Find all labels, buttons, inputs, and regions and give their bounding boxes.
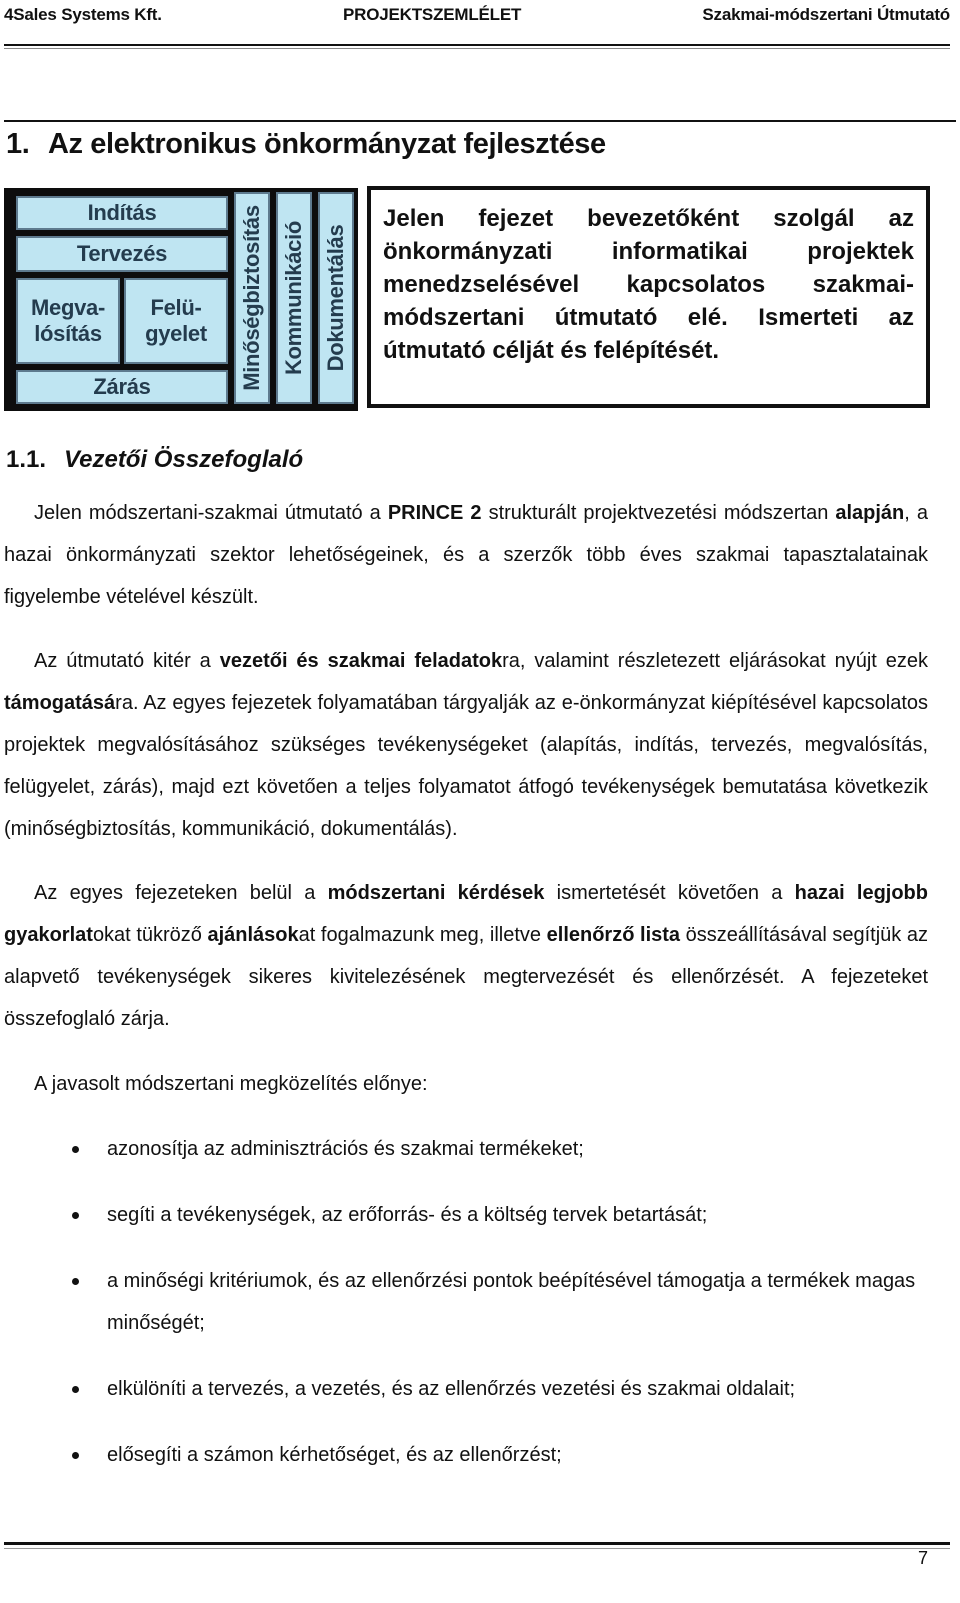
phase-inditas: Indítás	[16, 196, 228, 230]
bullet-icon	[72, 1278, 79, 1285]
phase-tervezes: Tervezés	[16, 236, 228, 272]
chapter-heading	[6, 128, 606, 161]
bullet-icon	[72, 1386, 79, 1393]
phase-zaras: Zárás	[16, 370, 228, 404]
list-item: elősegíti a számon kérhetőséget, és az ellenőrzést;	[4, 1434, 928, 1476]
paragraph-2: Az útmutató kitér a vezetői és szakmai feladatokra, valamint részletezett eljárásokat nyújt ezek támogatására. Az egyes fejezetek folyamatában tárgyalják az e-önkormányzat kiépítésével kapcsolatos projektek megvalósításához szükséges tevékenységeket (alapítás, indítás, tervezés, megvalósítás, felügyelet, zárás), majd ezt követően a teljes folyamatot átfogó tevékenységek bemutatása következik (minőségbiztosítás, kommunikáció, dokumentálás).	[4, 650, 928, 840]
page-header	[4, 4, 950, 26]
footer-divider-thin	[4, 1548, 950, 1549]
chapter-number: 1.	[6, 128, 30, 160]
chapter-title: Az elektronikus önkormányzat fejlesztése	[48, 128, 606, 160]
chapter-divider	[4, 120, 956, 122]
section-heading	[6, 446, 303, 474]
list-item: elkülöníti a tervezés, a vezetés, és az ellenőrzés vezetési és szakmai oldalait;	[4, 1368, 928, 1410]
bullet-icon	[72, 1146, 79, 1153]
paragraph-1: Jelen módszertani-szakmai útmutató a PRINCE 2 strukturált projektvezetési módszertan alapján, a hazai önkormányzati szektor lehetőségeinek, és a szerzők több éves szakmai tapasztalatainak figyelembe vételével készült.	[4, 502, 928, 608]
process-diagram	[4, 188, 358, 411]
phase-megvalositas: Megva- lósítás	[16, 278, 120, 364]
activity-dokumentalas: Dokumentálás	[318, 192, 354, 404]
intro-box: Jelen fejezet bevezetőként szolgál az önkormányzati informatikai projektek menedzselésével kapcsolatos szakmai-módszertani útmutató elé. Ismerteti az útmutató célját és felépítését.	[367, 186, 930, 408]
phase-felugyelet: Felü- gyelet	[124, 278, 228, 364]
activity-kommunikacio: Kommunikáció	[276, 192, 312, 404]
paragraph-3: Az egyes fejezeteken belül a módszertani kérdések ismertetését követően a hazai legjobb gyakorlatokat tükröző ajánlásokat fogalmazunk meg, illetve ellenőrző lista összeállításával segítjük az alapvető tevékenységek sikeres kivitelezésének megtervezését és ellenőrzését. A fejezeteket összefoglaló zárja.	[4, 882, 928, 1030]
benefit-list	[4, 1128, 928, 1500]
bullet-icon	[72, 1212, 79, 1219]
paragraph-4: A javasolt módszertani megközelítés előnye:	[34, 1073, 428, 1095]
section-title: Vezetői Összefoglaló	[64, 446, 304, 473]
list-item: a minőségi kritériumok, és az ellenőrzési pontok beépítésével támogatja a termékek magas minőségét;	[4, 1260, 928, 1344]
header-project: PROJEKTSZEMLÉLET	[343, 5, 522, 24]
header-divider-thin	[4, 48, 950, 49]
list-item: azonosítja az adminisztrációs és szakmai termékeket;	[4, 1128, 928, 1170]
bullet-icon	[72, 1452, 79, 1459]
header-company: 4Sales Systems Kft.	[4, 5, 162, 24]
section-number: 1.1.	[6, 446, 47, 473]
list-item: segíti a tevékenységek, az erőforrás- és a költség tervek betartását;	[4, 1194, 928, 1236]
footer-divider	[4, 1542, 950, 1545]
activity-minosegbiztositas: Minőségbiztosítás	[234, 192, 270, 404]
header-divider	[4, 44, 950, 46]
header-guide: Szakmai-módszertani Útmutató	[702, 5, 950, 24]
page-number: 7	[917, 1548, 928, 1568]
